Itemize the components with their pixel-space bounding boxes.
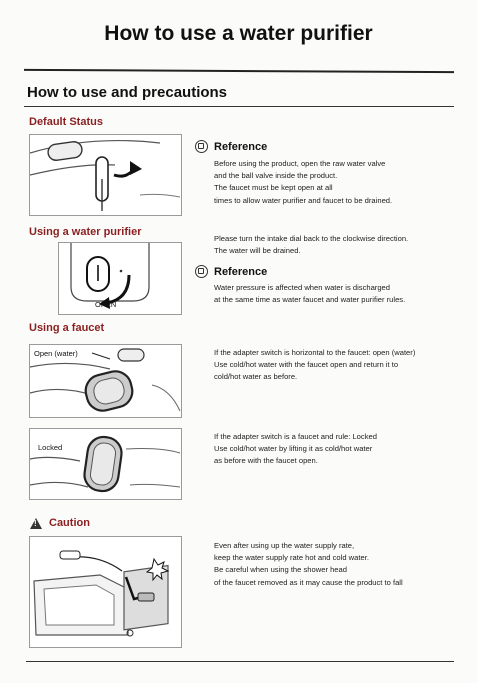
reference-icon [195,265,208,278]
using-purifier-heading: Using a water purifier [29,226,142,238]
text-line: If the adapter switch is horizontal to the faucet: open (water) [214,348,416,357]
faucet-open-text [214,347,415,384]
purifier-dial-illustration [58,242,182,315]
purifier-reference-title [195,265,267,278]
text-line: keep the water supply rate hot and cold water. [214,553,369,563]
text-line: Be careful when using the shower head [214,565,347,575]
text-line: of the faucet removed as it may cause the product to fall [214,577,403,587]
default-status-text [214,158,392,207]
caution-illustration [29,536,182,648]
text-line: Use cold/hot water by lifting it as cold/hot water [214,444,373,454]
locked-label: Locked [38,443,63,452]
section-title: How to use and precautions [27,84,228,101]
text-line: and the ball valve inside the product. [214,171,338,181]
text-line: Water pressure is affected when water is discharged [214,283,391,292]
text-line: Please turn the intake dial back to the clockwise direction. [214,234,409,243]
default-status-illustration [29,134,182,216]
faucet-locked-text [214,431,377,468]
page-title: How to use a water purifier [104,22,373,45]
warning-icon [30,518,42,529]
faucet-locked-illustration [29,428,182,500]
caution-heading [30,517,90,529]
text-line: The water will be drained. [214,246,301,256]
text-line: Even after using up the water supply rate, [214,541,355,550]
purifier-reference-label: Reference [214,265,268,278]
default-reference-label: Reference [214,140,268,153]
reference-icon [195,140,208,153]
text-line: cold/hot water as before. [214,372,298,382]
default-status-heading: Default Status [29,116,103,128]
default-reference-title [195,140,267,153]
dial-open-label: OPEN [95,300,117,309]
text-line: as before with the faucet open. [214,456,318,466]
text-line: times to allow water purifier and faucet to be drained. [214,195,393,205]
using-faucet-heading: Using a faucet [29,322,105,334]
title-divider [24,69,454,73]
text-line: Use cold/hot water with the faucet open and return it to [214,360,399,370]
text-line: at the same time as water faucet and water purifier rules. [214,295,406,305]
bottom-divider [26,661,454,662]
using-purifier-text [214,233,408,257]
section-divider [24,106,454,107]
text-line: If the adapter switch is a faucet and rule: Locked [214,432,377,441]
faucet-open-illustration [29,344,182,418]
caution-text [214,540,403,589]
text-line: Before using the product, open the raw water valve [214,159,386,168]
text-line: The faucet must be kept open at all [214,183,333,193]
open-water-label: Open (water) [34,349,78,358]
caution-label: Caution [49,517,90,529]
purifier-reference-text [214,282,405,306]
